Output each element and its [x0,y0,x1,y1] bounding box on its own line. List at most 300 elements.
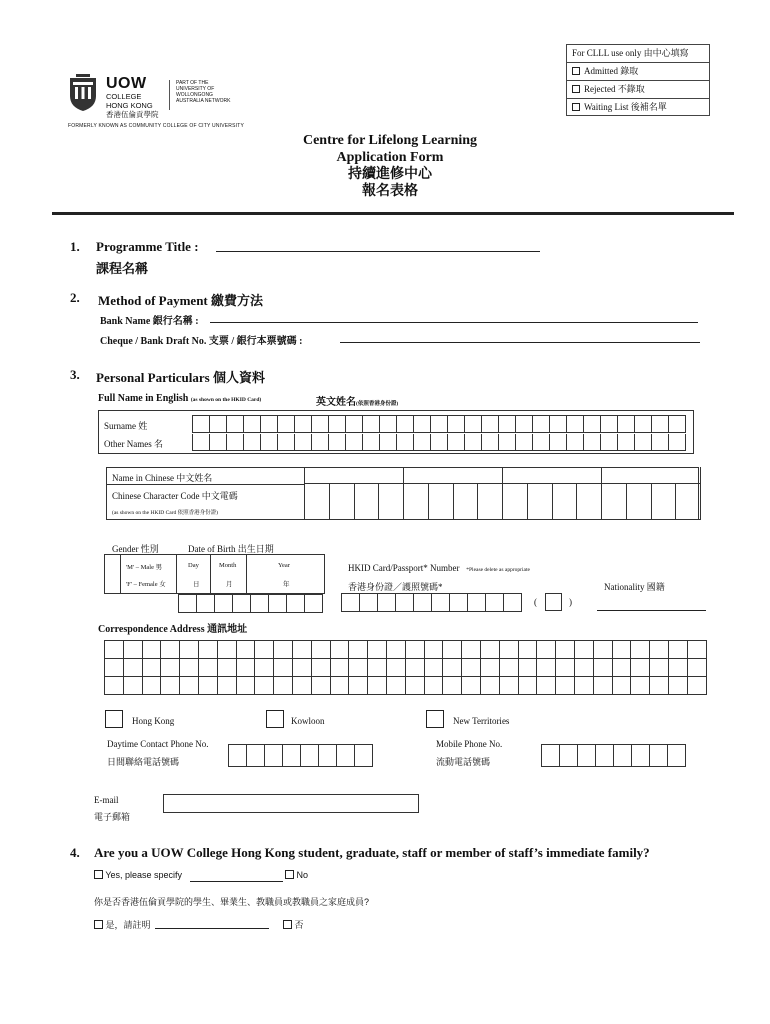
logo-chinese: 香港伍倫貢學院 [106,110,159,119]
input-cell[interactable] [293,677,312,695]
input-cell[interactable] [397,434,414,451]
input-cell[interactable] [360,594,378,612]
input-cell[interactable] [669,416,686,433]
input-cell[interactable] [312,416,329,433]
input-cell[interactable] [363,434,380,451]
input-cell[interactable] [346,416,363,433]
office-use-header: For CLLL use only 由中心填寫 [567,45,709,63]
input-cell[interactable] [465,434,482,451]
input-cell[interactable] [596,745,614,767]
input-cell[interactable] [227,434,244,451]
logo-divider [169,80,170,110]
input-cell[interactable] [481,641,500,659]
input-cell[interactable] [650,641,669,659]
input-cell[interactable] [105,641,124,659]
input-cell[interactable] [368,659,387,677]
input-cell[interactable] [613,677,632,695]
no-option-cn[interactable] [283,918,304,931]
input-cell[interactable] [368,677,387,695]
hkid-label [348,563,530,573]
input-cell[interactable] [355,745,373,767]
input-cell[interactable] [618,434,635,451]
input-cell[interactable] [652,434,669,451]
checkbox-icon[interactable] [572,85,580,93]
input-cell[interactable] [105,659,124,677]
input-cell[interactable] [431,434,448,451]
input-cell[interactable] [429,484,454,520]
daytime-phone-label-cn: 日間聯絡電話號碼 [107,757,180,767]
input-cell[interactable] [124,641,143,659]
logo-subtitle [106,92,166,119]
input-cell[interactable] [229,745,247,767]
waiting-list-label: Waiting List 後補名單 [584,102,667,112]
office-use-box [566,44,710,116]
input-cell[interactable] [601,434,618,451]
gender-dob-block [104,554,325,594]
no-checkbox[interactable] [285,870,294,879]
yes-option[interactable] [94,870,182,880]
input-cell[interactable] [342,594,360,612]
input-cell[interactable] [312,641,331,659]
input-cell[interactable] [594,677,613,695]
input-cell[interactable] [669,659,688,677]
input-cell[interactable] [278,434,295,451]
input-cell[interactable] [387,659,406,677]
input-cell[interactable] [688,641,707,659]
section-4-number: 4. [70,845,80,860]
input-cell[interactable] [363,416,380,433]
no-option[interactable] [285,870,308,880]
input-cell[interactable] [553,484,578,520]
input-cell[interactable] [380,434,397,451]
input-cell[interactable] [255,659,274,677]
input-cell[interactable] [652,416,669,433]
input-cell[interactable] [556,641,575,659]
input-cell[interactable] [519,659,538,677]
input-cell[interactable] [450,594,468,612]
input-cell[interactable] [550,416,567,433]
check-digit-open: ( [534,597,537,607]
input-cell[interactable] [330,484,355,520]
kowloon-checkbox[interactable] [266,710,284,728]
input-cell[interactable] [346,434,363,451]
input-cell[interactable] [396,594,414,612]
yes-cn-checkbox[interactable] [94,920,103,929]
logo-college: COLLEGE [106,92,142,101]
input-cell[interactable] [500,641,519,659]
input-cell[interactable] [233,595,251,613]
input-cell[interactable] [575,641,594,659]
input-cell[interactable] [578,745,596,767]
new-territories-checkbox[interactable] [426,710,444,728]
yes-cn-label: 是，請註明 [105,920,151,930]
input-cell[interactable] [631,677,650,695]
check-digit-close: ) [569,597,572,607]
input-cell[interactable] [244,434,261,451]
surname-boxes[interactable] [192,415,686,433]
programme-title-field[interactable] [216,238,540,252]
logo-hong-kong: HONG KONG [106,101,153,110]
input-cell[interactable] [614,745,632,767]
input-cell[interactable] [161,659,180,677]
full-name-cn-label: 英文姓名 [316,397,356,408]
input-cell[interactable] [669,434,686,451]
input-cell[interactable] [404,467,503,484]
input-cell[interactable] [404,484,429,520]
input-cell[interactable] [414,416,431,433]
full-name-cn-note: (依照香港身份證) [356,401,399,407]
input-cell[interactable] [387,677,406,695]
input-cell[interactable] [210,416,227,433]
input-cell[interactable] [676,484,701,520]
other-names-boxes[interactable] [192,434,686,451]
input-cell[interactable] [516,416,533,433]
uow-affiliation-question: Are you a UOW College Hong Kong student, graduate, staff or member of staff’s immediate family? [94,845,650,860]
input-cell[interactable] [556,677,575,695]
input-cell[interactable] [295,416,312,433]
waiting-list-option[interactable] [567,99,709,117]
input-cell[interactable] [533,416,550,433]
input-cell[interactable] [349,641,368,659]
input-cell[interactable] [632,745,650,767]
programme-title-label-cn: 課程名稱 [96,261,149,276]
input-cell[interactable] [406,641,425,659]
input-cell[interactable] [425,677,444,695]
input-cell[interactable] [293,659,312,677]
hkid-check-digit-box[interactable] [545,593,562,611]
input-cell[interactable] [161,677,180,695]
cheque-number-field[interactable] [340,330,700,343]
input-cell[interactable] [688,659,707,677]
input-cell[interactable] [499,416,516,433]
input-cell[interactable] [237,641,256,659]
input-cell[interactable] [193,416,210,433]
input-cell[interactable] [575,677,594,695]
input-cell[interactable] [247,745,265,767]
input-cell[interactable] [301,745,319,767]
input-cell[interactable] [193,434,210,451]
input-cell[interactable] [567,416,584,433]
input-cell[interactable] [537,677,556,695]
input-cell[interactable] [199,659,218,677]
gender-label: Gender 性別 [112,544,159,554]
input-cell[interactable] [143,641,162,659]
input-cell[interactable] [482,434,499,451]
input-cell[interactable] [349,677,368,695]
input-cell[interactable] [542,745,560,767]
input-cell[interactable] [503,467,602,484]
input-cell[interactable] [143,677,162,695]
checkbox-icon[interactable] [572,103,580,111]
checkbox-icon[interactable] [572,67,580,75]
input-cell[interactable] [406,659,425,677]
input-cell[interactable] [594,659,613,677]
input-cell[interactable] [197,595,215,613]
input-cell[interactable] [584,434,601,451]
input-cell[interactable] [499,434,516,451]
input-cell[interactable] [305,595,323,613]
input-cell[interactable] [414,434,431,451]
input-cell[interactable] [287,595,305,613]
input-cell[interactable] [650,745,668,767]
title-line-4: 報名表格 [362,184,418,199]
input-cell[interactable] [462,659,481,677]
input-cell[interactable] [124,677,143,695]
input-cell[interactable] [652,484,677,520]
date-of-birth-label: Date of Birth 出生日期 [188,544,274,554]
logo-uow: UOW [106,75,147,92]
daytime-phone-boxes[interactable] [228,744,373,767]
input-cell[interactable] [432,594,450,612]
input-cell[interactable] [468,594,486,612]
input-cell[interactable] [199,677,218,695]
input-cell[interactable] [349,659,368,677]
input-cell[interactable] [462,677,481,695]
gender-box[interactable] [104,554,121,594]
divider [246,554,247,594]
input-cell[interactable] [337,745,355,767]
input-cell[interactable] [537,641,556,659]
input-cell[interactable] [251,595,269,613]
input-cell[interactable] [601,416,618,433]
male-label: 'M' – Male 男 [126,564,163,571]
input-cell[interactable] [500,677,519,695]
input-cell[interactable] [329,434,346,451]
input-cell[interactable] [650,677,669,695]
date-of-birth-boxes[interactable] [178,594,323,613]
input-cell[interactable] [312,677,331,695]
input-cell[interactable] [293,641,312,659]
input-cell[interactable] [519,677,538,695]
input-cell[interactable] [305,484,330,520]
input-cell[interactable] [274,677,293,695]
input-cell[interactable] [215,595,233,613]
rejected-label: Rejected 不錄取 [584,84,645,94]
admitted-option[interactable] [567,63,709,81]
input-cell[interactable] [265,745,283,767]
input-cell[interactable] [478,484,503,520]
input-cell[interactable] [481,677,500,695]
input-cell[interactable] [368,641,387,659]
input-cell[interactable] [331,677,350,695]
input-cell[interactable] [443,677,462,695]
input-cell[interactable] [312,659,331,677]
correspondence-address-label: Correspondence Address 通訊地址 [98,624,248,635]
input-cell[interactable] [503,484,528,520]
input-cell[interactable] [105,677,124,695]
no-cn-checkbox[interactable] [283,920,292,929]
title-line-1: Centre for Lifelong Learning [302,133,478,148]
programme-title-label: Programme Title : [96,239,199,254]
input-cell[interactable] [218,677,237,695]
logo-network: PART OF THE UNIVERSITY OF WOLLONGONG AUSTRALIA NETWORK [176,80,231,104]
input-cell[interactable] [602,484,627,520]
input-cell[interactable] [443,659,462,677]
input-cell[interactable] [255,677,274,695]
input-cell[interactable] [613,641,632,659]
input-cell[interactable] [329,416,346,433]
input-cell[interactable] [312,434,329,451]
input-cell[interactable] [124,659,143,677]
input-cell[interactable] [486,594,504,612]
input-cell[interactable] [448,416,465,433]
input-cell[interactable] [210,434,227,451]
mobile-phone-boxes[interactable] [541,744,686,767]
input-cell[interactable] [255,641,274,659]
input-cell[interactable] [380,416,397,433]
input-cell[interactable] [668,745,686,767]
bank-name-label: Bank Name 銀行名稱 : [100,316,199,327]
input-cell[interactable] [631,641,650,659]
input-cell[interactable] [180,659,199,677]
year-label-cn: 年 [283,581,290,588]
address-boxes[interactable] [104,640,707,695]
input-cell[interactable] [218,659,237,677]
email-field[interactable] [163,794,419,813]
input-cell[interactable] [631,659,650,677]
input-cell[interactable] [378,594,396,612]
input-cell[interactable] [180,677,199,695]
bank-name-field[interactable] [210,310,698,323]
input-cell[interactable] [143,659,162,677]
rejected-option[interactable] [567,81,709,99]
input-cell[interactable] [504,594,522,612]
input-cell[interactable] [406,677,425,695]
input-cell[interactable] [454,484,479,520]
input-cell[interactable] [305,467,404,484]
affiliation-question-cn: 你是否香港伍倫貢學院的學生、畢業生、教職員或教職員之家庭成員? [94,897,370,907]
hong-kong-label: Hong Kong [132,716,175,726]
input-cell[interactable] [244,416,261,433]
title-line-3: 持續進修中心 [348,167,432,182]
input-cell[interactable] [556,659,575,677]
input-cell[interactable] [650,659,669,677]
input-cell[interactable] [425,659,444,677]
input-cell[interactable] [635,434,652,451]
input-cell[interactable] [528,484,553,520]
input-cell[interactable] [567,434,584,451]
college-crest-icon [68,74,98,112]
yes-option-cn[interactable] [94,918,151,931]
email-label: E-mail [94,795,119,805]
input-cell[interactable] [397,416,414,433]
input-cell[interactable] [602,467,701,484]
input-cell[interactable] [355,484,380,520]
chinese-code-boxes[interactable] [304,484,701,520]
input-cell[interactable] [533,434,550,451]
input-cell[interactable] [462,641,481,659]
input-cell[interactable] [584,416,601,433]
input-cell[interactable] [594,641,613,659]
input-cell[interactable] [613,659,632,677]
title-divider [52,212,734,215]
input-cell[interactable] [481,659,500,677]
input-cell[interactable] [669,641,688,659]
input-cell[interactable] [237,659,256,677]
hkid-label-text: HKID Card/Passport* Number [348,563,460,573]
input-cell[interactable] [575,659,594,677]
input-cell[interactable] [331,659,350,677]
input-cell[interactable] [269,595,287,613]
input-cell[interactable] [261,434,278,451]
input-cell[interactable] [482,416,499,433]
chinese-name-label: Name in Chinese 中文姓名 [112,473,213,483]
input-cell[interactable] [425,641,444,659]
month-label: Month [219,562,237,569]
input-cell[interactable] [227,416,244,433]
input-cell[interactable] [180,641,199,659]
input-cell[interactable] [161,641,180,659]
input-cell[interactable] [278,416,295,433]
input-cell[interactable] [218,641,237,659]
yes-specify-field[interactable] [190,871,283,882]
input-cell[interactable] [237,677,256,695]
input-cell[interactable] [199,641,218,659]
input-cell[interactable] [635,416,652,433]
cheque-number-label: Cheque / Bank Draft No. 支票 / 銀行本票號碼 : [100,336,303,347]
input-cell[interactable] [618,416,635,433]
admitted-label: Admitted 錄取 [584,66,639,76]
input-cell[interactable] [387,641,406,659]
input-cell[interactable] [465,416,482,433]
logo-formerly: FORMERLY KNOWN AS COMMUNITY COLLEGE OF CITY UNIVERSITY [68,123,245,129]
input-cell[interactable] [550,434,567,451]
kowloon-label: Kowloon [291,716,325,726]
input-cell[interactable] [379,484,404,520]
hong-kong-checkbox[interactable] [105,710,123,728]
section-3-number: 3. [70,367,80,382]
no-cn-label: 否 [294,920,304,930]
yes-cn-specify-field[interactable] [155,918,269,929]
input-cell[interactable] [283,745,301,767]
input-cell[interactable] [500,659,519,677]
section-2-number: 2. [70,290,80,305]
input-cell[interactable] [519,641,538,659]
mobile-phone-label: Mobile Phone No. [436,739,503,749]
input-cell[interactable] [274,641,293,659]
chinese-name-divider [106,484,304,485]
input-cell[interactable] [516,434,533,451]
hkid-boxes[interactable] [341,593,522,612]
nationality-field[interactable] [597,598,706,611]
no-label: No [296,870,309,880]
input-cell[interactable] [537,659,556,677]
yes-checkbox[interactable] [94,870,103,879]
female-label: 'F' – Female 女 [126,581,166,588]
full-name-note: (as shown on the HKID Card) [190,397,262,403]
input-cell[interactable] [331,641,350,659]
input-cell[interactable] [448,434,465,451]
input-cell[interactable] [560,745,578,767]
input-cell[interactable] [295,434,312,451]
input-cell[interactable] [688,677,707,695]
chinese-code-note: (as shown on the HKID Card 依照香港身份證) [112,510,219,516]
input-cell[interactable] [669,677,688,695]
input-cell[interactable] [261,416,278,433]
form-title [240,132,540,200]
input-cell[interactable] [274,659,293,677]
input-cell[interactable] [179,595,197,613]
input-cell[interactable] [627,484,652,520]
input-cell[interactable] [577,484,602,520]
uow-college-logo [68,70,245,130]
input-cell[interactable] [319,745,337,767]
divider [210,554,211,594]
input-cell[interactable] [414,594,432,612]
input-cell[interactable] [443,641,462,659]
input-cell[interactable] [431,416,448,433]
chinese-name-boxes[interactable] [304,467,701,484]
